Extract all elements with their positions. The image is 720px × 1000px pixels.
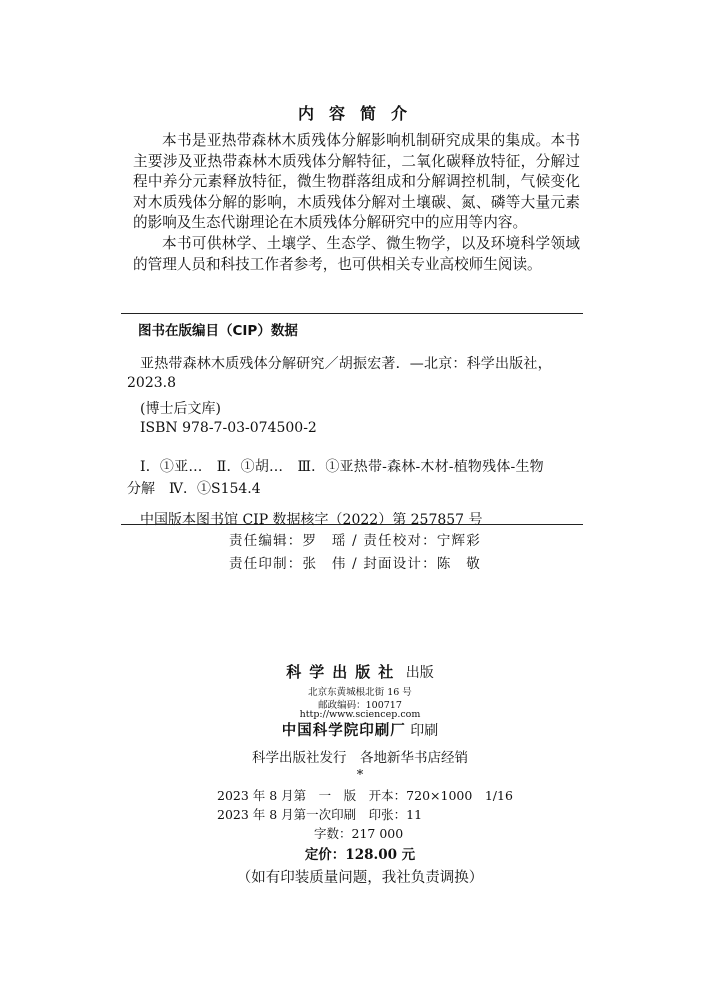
cip-line-record-number: 中国版本图书馆 CIP 数据核字（2022）第 257857 号	[140, 512, 483, 528]
intro-paragraph-1: 本书是亚热带森林木质残体分解影响机制研究成果的集成。本书主要涉及亚热带森林木质残体分解特征，二氧化碳释放特征，分解过程中养分元素释放特征，微生物群落组成和分解调控机制，气候变化对木质残体分解的影响，木质残体分解对土壤碳、氮、磷等大量元素的影响及生态代谢理论在木质残体分解研究中的应用等内容。	[133, 132, 580, 232]
intro-title: 内容简介	[297, 104, 422, 123]
price: 定价：128.00 元	[304, 847, 416, 863]
cip-top-rule	[121, 313, 583, 314]
publisher-address: 北京东黄城根北街 16 号	[308, 687, 412, 698]
cip-line-date: 2023.8	[127, 375, 176, 391]
publisher-name: 科学出版社	[286, 663, 402, 681]
printer-suffix: 印刷	[405, 723, 439, 739]
staff-production: 责任印制：张 伟 / 封面设计：陈 敬	[229, 556, 481, 572]
publisher-suffix: 出版	[401, 665, 434, 681]
cip-line-classification: 分解 Ⅳ．①S154.4	[127, 481, 261, 497]
cip-line-subjects: Ⅰ．①亚… Ⅱ．①胡… Ⅲ．①亚热带-森林-木材-植物残体-生物	[140, 459, 544, 475]
intro-paragraph-2: 本书可供林学、土壤学、生态学、微生物学，以及环境科学领域的管理人员和科技工作者参考，也可供相关专业高校师生阅读。	[133, 235, 580, 273]
publisher-line	[0, 661, 720, 682]
separator-star: *	[356, 768, 364, 783]
word-count: 字数：217 000	[314, 826, 404, 841]
printing-line: 2023 年 8 月第一次印刷 印张：11	[217, 807, 423, 822]
edition-line: 2023 年 8 月第 一 版 开本：720×1000 1/16	[217, 788, 513, 803]
printer-name: 中国科学院印刷厂	[281, 722, 406, 739]
distribution-line: 科学出版社发行 各地新华书店经销	[252, 750, 468, 766]
quality-notice: （如有印装质量问题，我社负责调换）	[236, 870, 484, 886]
cip-line-series: (博士后文库)	[140, 401, 221, 417]
publisher-postcode: 邮政编码：100717	[318, 700, 402, 711]
cip-line-isbn: ISBN 978-7-03-074500-2	[140, 420, 317, 436]
publisher-website: http://www.sciencep.com	[299, 709, 421, 720]
cip-line-title: 亚热带森林木质残体分解研究／胡振宏著．—北京：科学出版社，	[140, 356, 552, 372]
staff-editors: 责任编辑：罗 瑶 / 责任校对：宁辉彩	[229, 533, 481, 549]
printer-line	[0, 719, 720, 740]
cip-heading: 图书在版编目（CIP）数据	[138, 323, 298, 339]
cip-bottom-rule	[121, 524, 583, 525]
